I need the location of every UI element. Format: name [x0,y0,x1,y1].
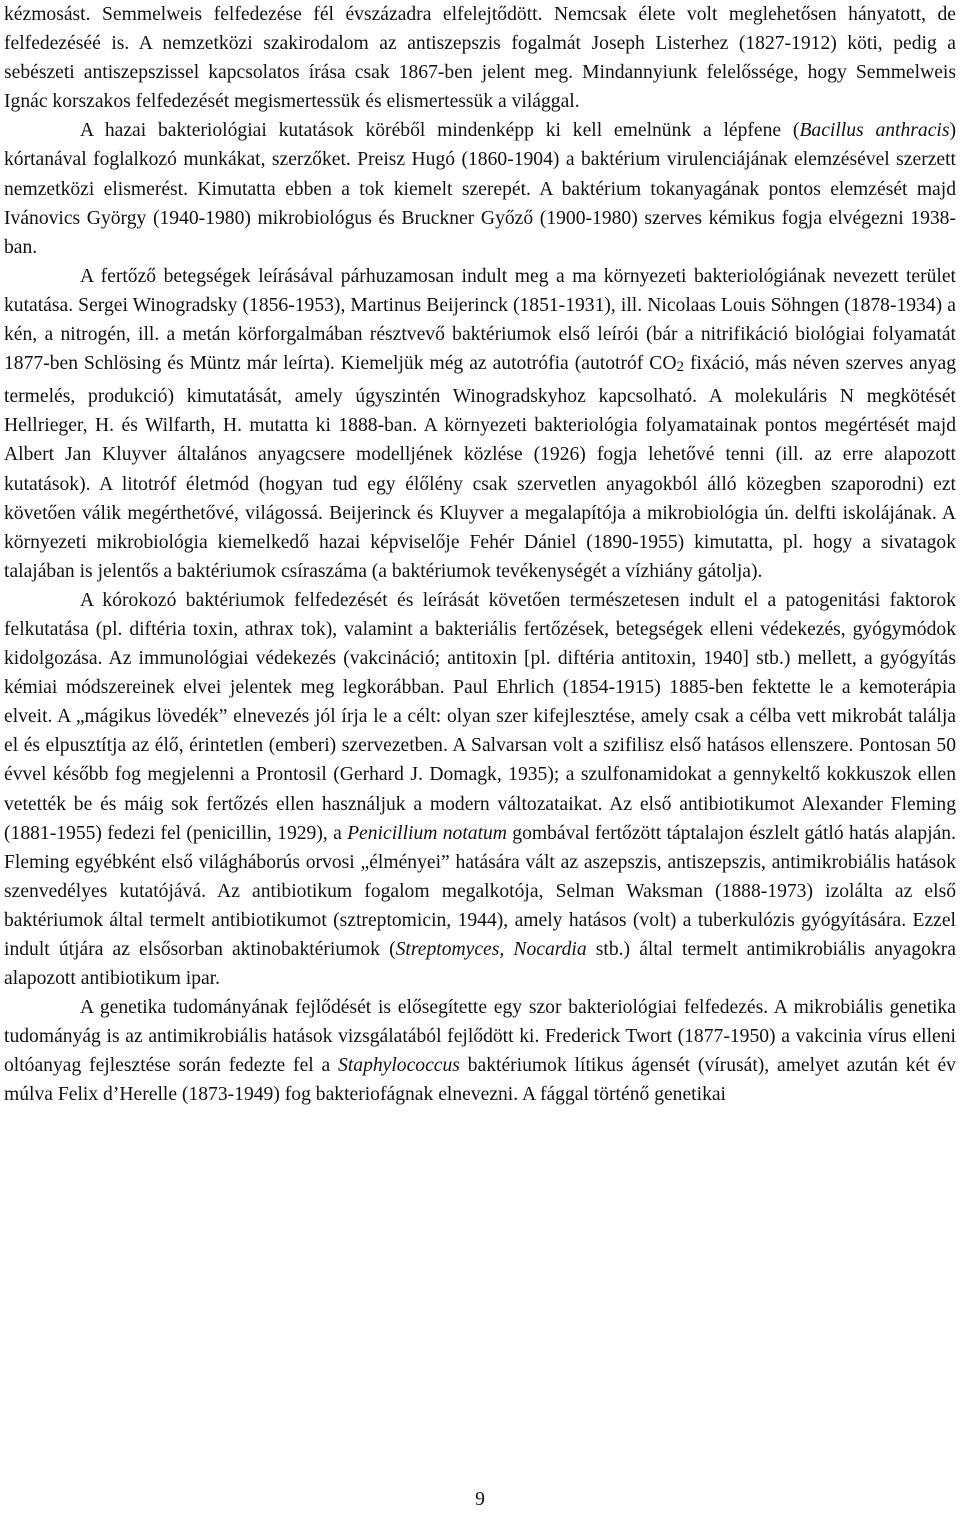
subscript: 2 [676,359,684,376]
italic-term: Streptomyces, Nocardia [395,939,587,960]
text-run: gombával fertőzött táptalajon észlelt gátló hatás alapján. Fleming egyébként első világháborús orvosi „élményei” hatására vált az aszepszis, antiszepszis, antimikrobiális hatások szenvedélyes kutatójává. Az antibiotikum fogalom megalkotója, Selman Waksman (1888-1973) izolálta az első baktériumok által termelt antibiotikumot (sztreptomicin, 1944), amely hatásos (volt) a tuberkulózis gyógyítására. Ezzel indult útjára az elsősorban aktinobaktériumok ( [4,822,956,960]
body-text [4,0,956,1110]
paragraph [4,586,956,993]
text-run: A kórokozó baktériumok felfedezését és leírását követően természetesen indult el a patogenitási faktorok felkutatása (pl. diftéria toxin, athrax tok), valamint a bakteriális fertőzések, betegségek elleni védekezés, gyógymódok kidolgozása. Az immunológiai védekezés (vakcináció; antitoxin [pl. diftéria antitoxin, 1940] stb.) mellett, a gyógyítás kémiai módszereinek elvei jelentek meg legkorábban. Paul Ehrlich (1854-1915) 1885-ben fektette le a kemoterápia elveit. A „mágikus lövedék” elnevezés jól írja le a célt: olyan szer kifejlesztése, amely csak a célba vett mikrobát találja el és elpusztítja az élő, érintetlen (emberi) szervezetben. A Salvarsan volt a szifilisz első hatásos ellenszere. Pontosan 50 évvel később fog megjelenni a Prontosil (Gerhard J. Domagk, 1935); a szulfonamidokat a gennykeltő kokkuszok ellen vetették be és máig sok fertőzés ellen használjuk a modern változataikat. Az első antibiotikumot Alexander Fleming (1881-1955) fedezi fel (penicillin, 1929), a [4,589,956,844]
text-run: A genetika tudományának fejlődését is elősegítette egy szor bakteriológiai felfedezés. A mikrobiális genetika tudományág is az antimikrobiális hatások vizsgálatából fejlődött ki. Frederick Twort (1877-1950) a vakcinia vírus elleni oltóanyag fejlesztése során fedezte fel a [4,997,956,1077]
text-run: baktériumok lítikus ágensét (vírusát), amelyet azután két év múlva Felix d’Herelle (1873-1949) fog bakteriofágnak elnevezni. A fággal történő genetikai [4,1055,956,1106]
document-page [4,0,956,1110]
page-number: 9 [475,1489,485,1510]
paragraph [4,0,956,116]
text-run: A hazai bakteriológiai kutatások köréből mindenképp ki kell emelnünk a lépfene ( [80,120,800,142]
text-run: ) kórtanával foglalkozó munkákat, szerzőket. Preisz Hugó (1860-1904) a baktérium virulenciájának elemzésével szerzett nemzetközi elismerést. Kimutatta ebben a tok kiemelt szerepét. A baktérium tokanyagának pontos elemzését majd Ivánovics György (1940-1980) mikrobiológus és Bruckner Győző (1900-1980) szerves kémikus fogja elvégezni 1938-ban. [4,120,956,258]
paragraph [4,116,956,261]
paragraph [4,262,956,586]
text-run: A fertőző betegségek leírásával párhuzamosan indult meg a ma környezeti bakteriológiának nevezett terület kutatása. Sergei Winogradsky (1856-1953), Martinus Beijerinck (1851-1931), ill. Nicolaas Louis Söhngen (1878-1934) a kén, a nitrogén, ill. a metán körforgalmában résztvevő baktériumok első leírói (bár a nitrifikáció biológiai folyamatát 1877-ben Schlösing és Müntz már leírta). Kiemeljük még az autotrófia (autotróf CO [4,265,956,375]
italic-term: Staphylococcus [338,1055,460,1077]
italic-term: Penicillium notatum [347,822,507,844]
italic-term: Bacillus anthracis [799,120,950,142]
paragraph [4,993,956,1109]
text-run: stb.) által termelt antimikrobiális anyagokra alapozott antibiotikum ipar. [4,939,956,990]
text-run: fixáció, más néven szerves anyag termelés, produkció) kimutatását, amely úgyszintén Winogradskyhoz kapcsolható. A molekuláris N megkötését Hellrieger, H. és Wilfarth, H. mutatta ki 1888-ban. A környezeti bakteriológia folyamatainak pontos megértését majd Albert Jan Kluyver általános anyagcsere modelljének közlése (1926) fogja lehetővé tenni (ill. az erre alapozott kutatások). A litotróf életmód (hogyan tud egy élőlény csak szervetlen anyagokból álló közegben szaporodni) ezt követően válik megérthetővé, világossá. Beijerinck és Kluyver a megalapítója a mikrobiológia ún. delfti iskolájának. A környezeti mikrobiológia kiemelkedő hazai képviselője Fehér Dániel (1890-1955) kimutatta, pl. hogy a sivatagok talajában is jelentős a baktériumok csíraszáma (a baktériumok tevékenységét a vízhiány gátolja). [4,353,957,582]
text-run: kézmosást. Semmelweis felfedezése fél évszázadra elfelejtődött. Nemcsak élete volt meglehetősen hányatott, de felfedezéséé is. A nemzetközi szakirodalom az antiszepszis fogalmát Joseph Listerhez (1827-1912) köti, pedig a sebészeti antiszepszissel kapcsolatos írása csak 1867-ben jelent meg. Mindannyiunk felelőssége, hogy Semmelweis Ignác korszakos felfedezését megismertessük és elismertessük a világgal. [4,4,956,113]
